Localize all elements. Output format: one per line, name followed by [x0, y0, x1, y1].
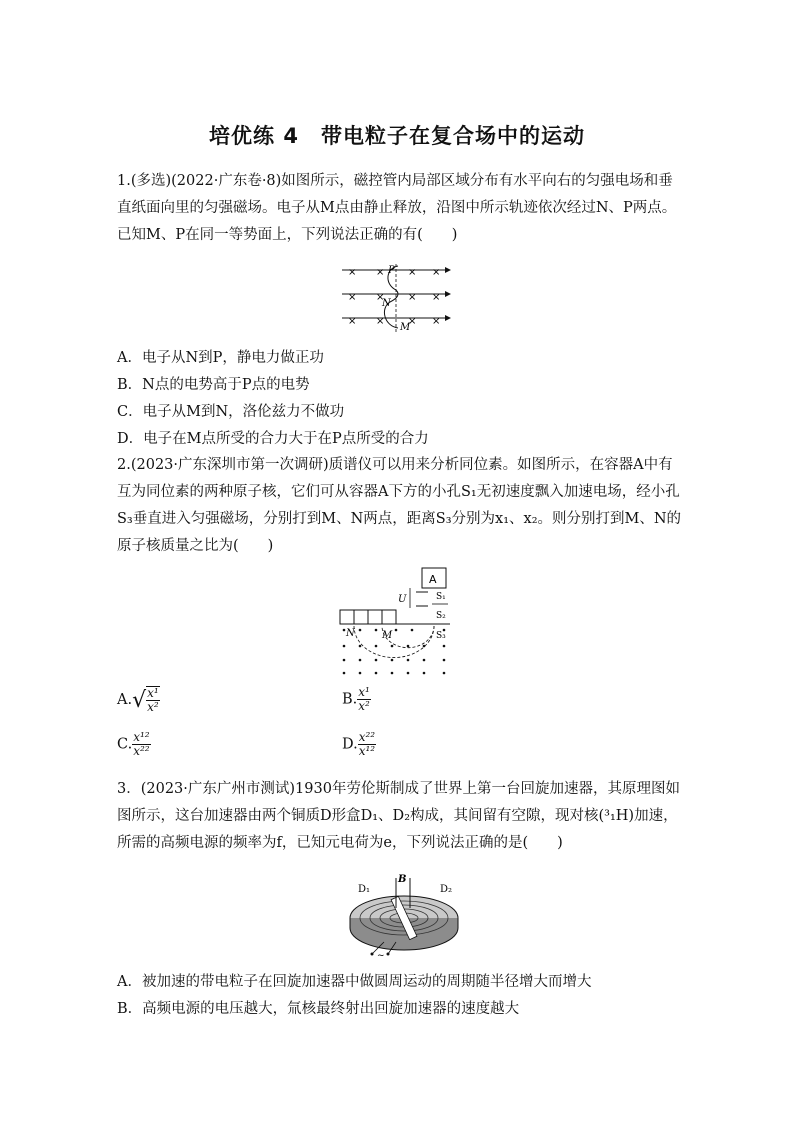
- cross-mark: ×: [408, 316, 417, 327]
- point-n-label: N: [346, 628, 355, 639]
- point-n-label: N: [382, 298, 391, 309]
- sqrt-symbol: √: [132, 687, 147, 713]
- q2-option-a[interactable]: A.√ $\frac{\text{x¹}}{\text{x²}}$: [117, 686, 159, 714]
- point-p-label: P: [388, 265, 395, 276]
- s1-label: S₁: [436, 592, 446, 602]
- q2-option-d[interactable]: D. $\frac{\text{x²²}}{\text{x¹²}}$: [342, 730, 376, 758]
- cross-mark: ×: [408, 292, 417, 303]
- question-2-figure: [338, 566, 454, 678]
- point-m-label: M: [400, 322, 411, 333]
- question-3-stem: 3．(2023·广东广州市测试)1930年劳伦斯制成了世界上第一台回旋加速器，其原理图如图所示，这台加速器由两个铜质D形盒D₁、D₂构成，其间留有空隙，现对核(³₁H)加速，所需的高频电源的频率为f，已知元电荷为e，下列说法正确的是( ): [117, 781, 680, 851]
- cross-mark: ×: [376, 316, 385, 327]
- cross-mark: ×: [432, 316, 441, 327]
- s2-label: S₂: [436, 611, 446, 621]
- q1-option-c[interactable]: C．电子从M到N，洛伦兹力不做功: [117, 404, 345, 420]
- cross-mark: ×: [408, 267, 417, 278]
- q1-option-a[interactable]: A．电子从N到P，静电力做正功: [117, 350, 324, 366]
- q1-option-d[interactable]: D．电子在M点所受的合力大于在P点所受的合力: [117, 431, 429, 447]
- cross-mark: ×: [348, 316, 357, 327]
- q3-option-b[interactable]: B．高频电源的电压越大，氚核最终射出回旋加速器的速度越大: [117, 1001, 520, 1017]
- container-a-label: A: [429, 573, 437, 586]
- question-3-figure: [344, 868, 464, 960]
- ac-source-symbol: ~: [377, 951, 385, 960]
- cross-mark: ×: [376, 267, 385, 278]
- q3-option-a[interactable]: A．被加速的带电粒子在回旋加速器中做圆周运动的周期随半径增大而增大: [117, 974, 592, 990]
- q1-option-b[interactable]: B．N点的电势高于P点的电势: [117, 377, 310, 393]
- d1-label: D₁: [358, 884, 371, 895]
- d2-label: D₂: [440, 884, 453, 895]
- s3-label: S₃: [436, 631, 446, 641]
- page-title: 培优练 4 带电粒子在复合场中的运动: [209, 124, 585, 148]
- cross-mark: ×: [432, 267, 441, 278]
- cross-mark: ×: [432, 292, 441, 303]
- cross-mark: ×: [376, 292, 385, 303]
- point-m-label: M: [382, 630, 393, 641]
- q2-option-b[interactable]: B. $\frac{\text{x¹}}{\text{x²}}$: [342, 685, 370, 713]
- question-2-stem: 2.(2023·广东深圳市第一次调研)质谱仪可以用来分析同位素。如图所示，在容器A中有互为同位素的两种原子核，它们可从容器A下方的小孔S₁无初速度飘入加速电场，经小孔S₃垂直进入匀强磁场，分别打到M、N两点，距离S₃分别为x₁、x₂。则分别打到M、N的原子核质量之比为( ): [117, 457, 682, 554]
- q2-option-c[interactable]: C. $\frac{\text{x¹²}}{\text{x²²}}$: [117, 730, 150, 758]
- cross-mark: ×: [348, 292, 357, 303]
- cross-mark: ×: [348, 267, 357, 278]
- question-1-stem: 1.(多选)(2022·广东卷·8)如图所示，磁控管内局部区域分布有水平向右的匀强电场和垂直纸面向里的匀强磁场。电子从M点由静止释放，沿图中所示轨迹依次经过N、P两点。已知M、P在同一等势面上，下列说法正确的有( ): [117, 173, 677, 243]
- voltage-u-label: U: [398, 594, 407, 605]
- field-b-label: B: [398, 874, 407, 885]
- question-1-figure: [340, 260, 455, 336]
